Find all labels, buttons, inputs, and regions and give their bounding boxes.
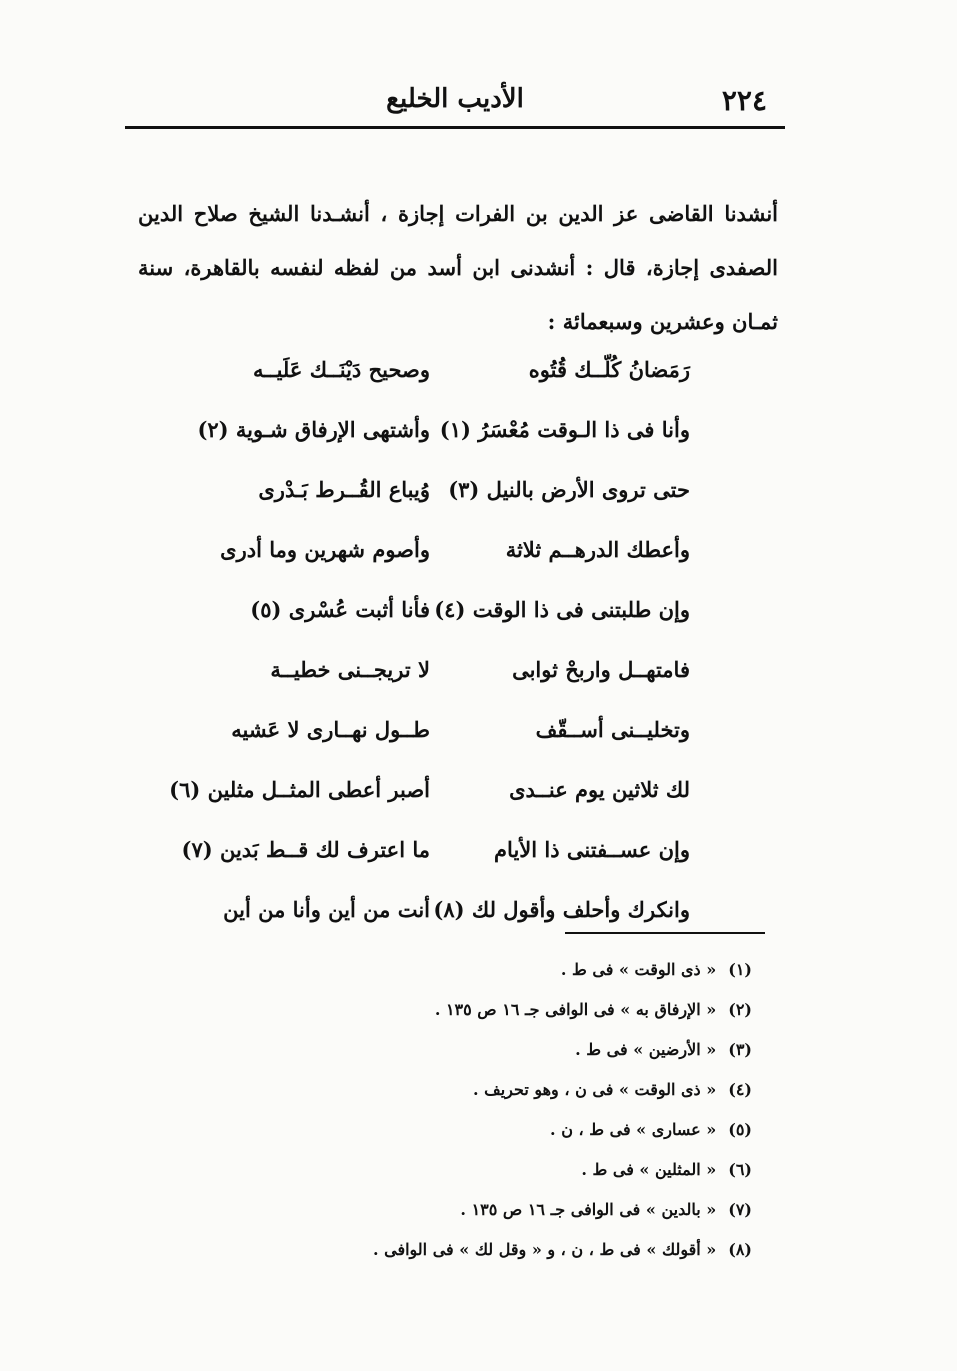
header-rule (125, 126, 785, 129)
footnote-text: « الإرفاق به » فى الوافى جـ ١٦ ص ١٣٥ . (434, 1000, 717, 1019)
hemistich-first: فامتهــل واربحْ ثوابى (512, 657, 690, 682)
hemistich-first: وإن عســفتنى ذا الأيام (494, 837, 690, 862)
hemistich-first: وإن طلبتنى فى ذا الوقت (٤) (434, 597, 690, 622)
hemistich-second: أنت من أين وأنا من أين (223, 897, 430, 922)
footnotes (332, 955, 752, 1275)
verse (181, 810, 690, 870)
hemistich-first: رَمَضانُ كُلّــك قُتُوه (528, 357, 690, 382)
footnote (332, 1235, 752, 1275)
verse (210, 570, 690, 630)
hemistich-second: أصبر أعطى المثــل مثلين (٦) (169, 777, 430, 802)
hemistich-second: وصحيح دَيْنَــك عَلَيــه (253, 357, 430, 382)
footnote-rule (565, 932, 765, 934)
hemistich-second: وُيباع القُــرط بَـدْرى (258, 477, 430, 502)
footnote (332, 995, 752, 1035)
poem (169, 330, 690, 930)
footnote (332, 1195, 752, 1235)
footnote-number: (٣) (728, 1040, 752, 1059)
hemistich-second: ما اعترف لك قــط بَدين (٧) (181, 837, 430, 862)
verse (210, 870, 690, 930)
footnote-number: (٤) (728, 1080, 752, 1099)
hemistich-first: وتخليــنى أســقّف (535, 717, 690, 742)
footnote (332, 955, 752, 995)
footnote-text: « بالدين » فى الوافى جـ ١٦ ص ١٣٥ . (460, 1200, 717, 1219)
footnote (332, 1115, 752, 1155)
verse (210, 510, 690, 570)
footnote (332, 1075, 752, 1115)
hemistich-first: لك ثلاثين يوم عنــدى (509, 777, 690, 802)
hemistich-first: وأعطك الدرهــم ثلاثة (505, 537, 690, 562)
hemistich-second: فأنا أثبت عُسْرى (٥) (250, 597, 430, 622)
footnote-text: « ذى الوقت » فى ن ، وهو تحريف . (473, 1080, 717, 1099)
footnote-text: « ذى الوقت » فى ط . (560, 960, 717, 979)
verse (210, 330, 690, 390)
footnote-number: (٢) (728, 1000, 752, 1019)
footnote-text: « عسارى » فى ط ، ن . (550, 1120, 717, 1139)
footnote-number: (١) (728, 960, 752, 979)
hemistich-second: وأصوم شهرين وما أدرى (220, 537, 430, 562)
running-title: الأديب الخليع (386, 84, 524, 114)
verse (210, 690, 690, 750)
footnote-number: (٨) (728, 1240, 752, 1259)
footnote-number: (٦) (728, 1160, 752, 1179)
footnote (332, 1035, 752, 1075)
hemistich-second: وأشتهى الإرفاق شـوية (٢) (197, 417, 430, 442)
hemistich-first: وانكرك وأحلف وأقول لك (٨) (433, 897, 690, 922)
footnote-text: « أقولك » فى ط ، ن ، و « وقل لك » فى الوافى . (372, 1240, 717, 1259)
verse (197, 390, 690, 450)
footnote (332, 1155, 752, 1195)
hemistich-first: وأنا فى ذا الـوقت مُعْسَرُ (١) (439, 417, 690, 442)
hemistich-second: طــول نهــارى لا عَشيه (231, 717, 430, 742)
hemistich-second: لا تريجــنى خطيــة (270, 657, 430, 682)
page-number: ٢٢٤ (721, 84, 767, 117)
footnote-text: « المثلين » فى ط . (581, 1160, 717, 1179)
hemistich-first: حتى تروى الأرض بالنيل (٣) (448, 477, 690, 502)
footnote-text: « الأرضين » فى ط . (575, 1040, 717, 1059)
intro-paragraph: أنشدنا القاضى عز الدين بن الفرات إجازة ، أنشـدنا الشيخ صلاح الدين الصفدى إجازة، قال : أنشدنى ابن أسد من لفظه لنفسه بالقاهرة، سنة ثمـان وعشرين وسبعمائة : (138, 201, 778, 334)
verse (210, 450, 690, 510)
verse (210, 630, 690, 690)
verse (169, 750, 690, 810)
footnote-number: (٥) (728, 1120, 752, 1139)
footnote-number: (٧) (728, 1200, 752, 1219)
page-header (125, 84, 785, 128)
